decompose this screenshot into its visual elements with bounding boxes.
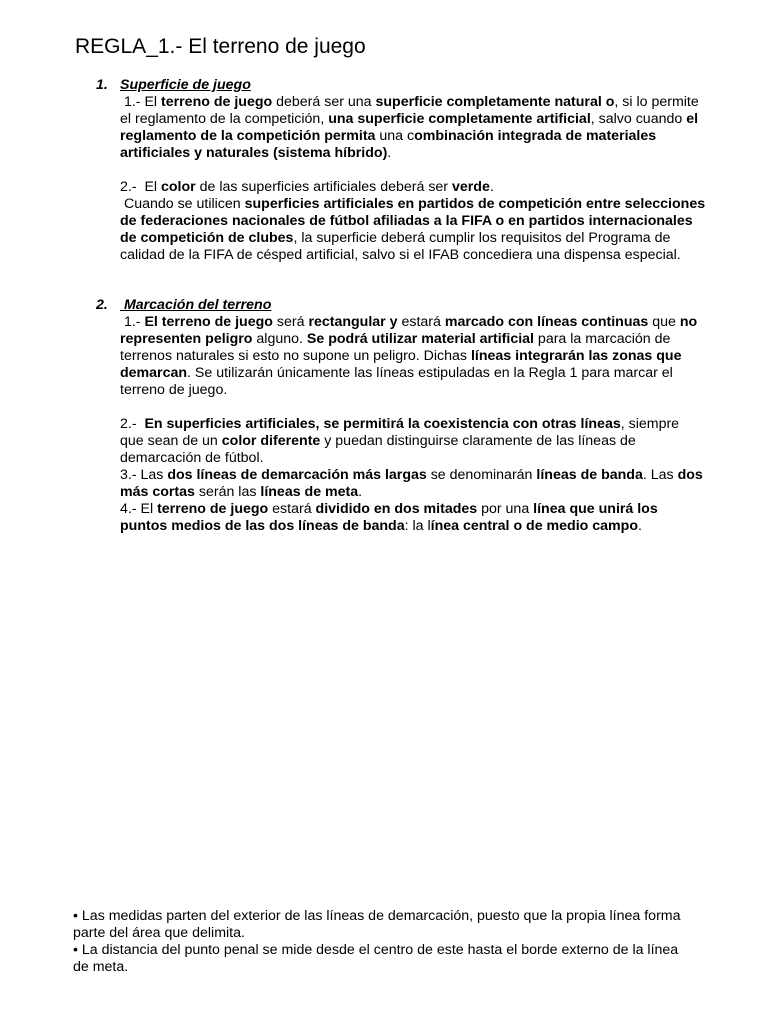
text-segment: El — [140, 179, 161, 195]
bold-text: El terreno de juego — [144, 314, 273, 330]
text-segment: , si lo permite el reglamento de la competición, — [120, 94, 699, 127]
text-segment: de las superficies artificiales deberá ser — [195, 179, 452, 195]
rule-paragraph — [120, 94, 706, 162]
footnote-item: • Las medidas parten del exterior de las líneas de demarcación, puesto que la propia línea forma parte del área que delimita. — [73, 908, 681, 941]
bold-text: dividido en dos mitades — [315, 501, 478, 517]
section-number: 2. — [96, 297, 108, 313]
page-title: REGLA_1.- El terreno de juego — [75, 35, 366, 58]
rule-paragraph — [120, 314, 706, 399]
text-segment: por una — [477, 501, 534, 517]
section-title: Marcación del terreno — [120, 297, 272, 313]
section-number: 1. — [96, 77, 108, 93]
paragraph-number: 2.- — [120, 179, 141, 195]
bold-text: una superficie completamente artificial — [328, 111, 591, 127]
text-segment: para la marcación de terrenos naturales si esto no supone un peligro. Dichas — [120, 331, 671, 364]
text-segment: . Se utilizarán únicamente las líneas estipuladas en la Regla 1 para marcar el terreno de juego. — [120, 365, 673, 398]
paragraph-number: 3.- — [120, 467, 141, 483]
bold-text: superficie completamente natural o — [375, 94, 615, 110]
bold-text: verde — [451, 179, 490, 195]
section-superficie-de-juego — [96, 77, 706, 264]
paragraph-spacer — [96, 162, 706, 179]
text-segment: y puedan distinguirse claramente de las líneas de demarcación de fútbol. — [120, 433, 636, 466]
bold-text: línea que unirá los puntos medios de las dos líneas de banda — [120, 501, 658, 534]
bold-text: dos más cortas — [120, 467, 703, 500]
text-segment: El — [144, 94, 162, 110]
bold-text: color — [161, 179, 196, 195]
bold-text: líneas de banda — [536, 467, 643, 483]
bold-text: líneas integrarán las zonas que demarcan — [120, 348, 682, 381]
text-segment: El — [140, 501, 158, 517]
text-segment: Cuando se utilicen — [123, 196, 245, 212]
bold-text: líneas de meta — [260, 484, 359, 500]
rule-paragraph — [120, 179, 706, 196]
bold-text: marcado con líneas continuas — [444, 314, 649, 330]
bold-text: En superficies artificiales, se permitirá la coexistencia con otras líneas — [140, 416, 621, 432]
text-segment: que — [648, 314, 680, 330]
paragraph-number: 4.- — [120, 501, 141, 517]
rule-paragraph — [120, 416, 706, 467]
bold-text: el reglamento de la competición permita — [120, 111, 699, 144]
rule-paragraph — [120, 196, 706, 264]
rule-paragraph — [120, 467, 706, 501]
paragraph-number: 2.- — [120, 416, 141, 432]
bold-text: superficies artificiales en partidos de competición entre selecciones de federaciones nacionales de fútbol afiliadas a la FIFA o en partidos internacionales de competición de clubes — [120, 196, 706, 246]
bold-text: dos líneas de demarcación más largas — [167, 467, 427, 483]
text-segment: , salvo cuando — [590, 111, 687, 127]
bold-text: terreno de juego — [157, 501, 269, 517]
text-segment: . Las — [642, 467, 678, 483]
text-segment: será — [272, 314, 309, 330]
paragraph-number: 1.- — [120, 94, 145, 110]
bold-text: Se podrá utilizar material artificial — [306, 331, 534, 347]
bold-text: color diferente — [221, 433, 321, 449]
paragraph-spacer — [96, 399, 706, 416]
section-marcacion-del-terreno — [96, 297, 706, 535]
text-segment: estará — [397, 314, 445, 330]
text-segment: . — [358, 484, 363, 500]
text-segment: estará — [268, 501, 316, 517]
text-segment: se denominarán — [426, 467, 537, 483]
text-segment: Las — [140, 467, 168, 483]
text-segment: . — [387, 145, 392, 161]
bold-text: terreno de juego — [161, 94, 273, 110]
text-segment: . — [638, 518, 642, 534]
bold-text: ombinación integrada de materiales artificiales y naturales (sistema híbrido) — [120, 128, 657, 161]
rule-paragraph — [120, 501, 706, 535]
text-segment: , siempre que sean de un — [120, 416, 680, 449]
section-title: Superficie de juego — [120, 77, 251, 93]
paragraph-number: 1.- — [120, 314, 145, 330]
section-heading — [96, 297, 706, 314]
text-segment: , la superficie deberá cumplir los requisitos del Programa de calidad de la FIFA de césped artificial, salvo si el IFAB concediera una dispensa especial. — [120, 230, 681, 263]
footnotes — [73, 908, 693, 976]
text-segment: serán las — [194, 484, 261, 500]
bold-text: ínea central o de medio campo — [430, 518, 638, 534]
text-segment: alguno. — [252, 331, 307, 347]
bold-text: no representen peligro — [120, 314, 698, 347]
text-segment: una c — [375, 128, 415, 144]
footnote-item: • La distancia del punto penal se mide desde el centro de este hasta el borde externo de la línea de meta. — [73, 942, 679, 975]
bold-text: rectangular y — [308, 314, 398, 330]
text-segment: : la l — [404, 518, 431, 534]
text-segment: deberá ser una — [272, 94, 376, 110]
section-heading — [96, 77, 706, 94]
text-segment: . — [489, 179, 494, 195]
